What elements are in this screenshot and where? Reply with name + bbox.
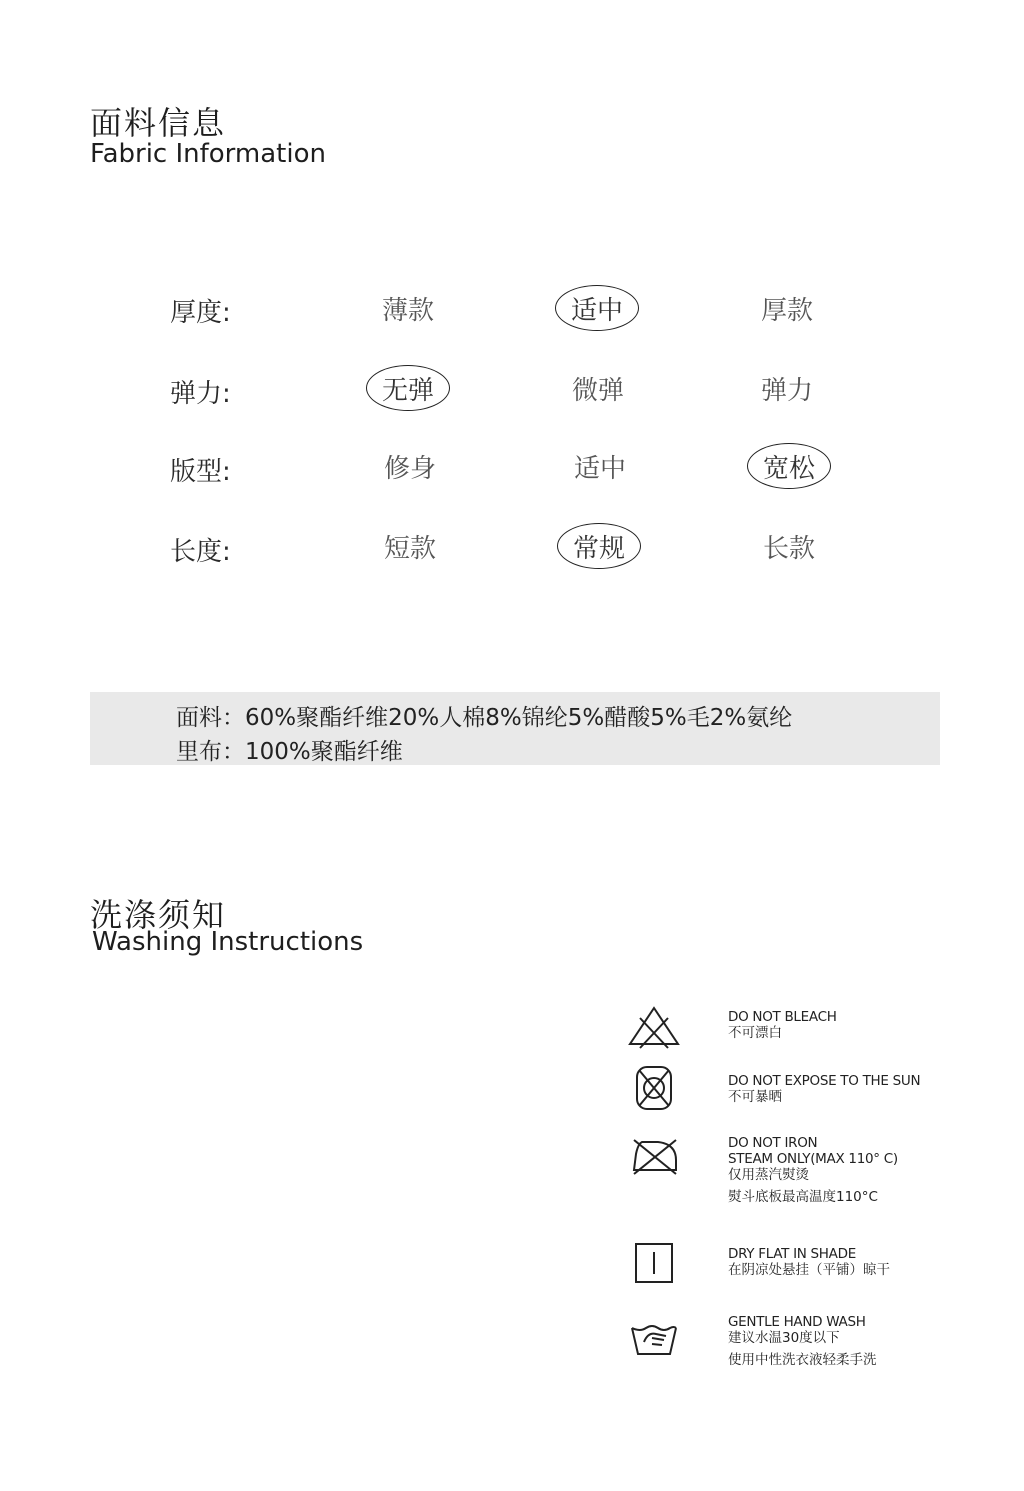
attr-option: 适中 [573, 453, 626, 484]
care-text-no-iron [728, 1135, 898, 1205]
attr-label: 厚度: [170, 298, 231, 328]
no-iron-icon [626, 1130, 682, 1178]
washing-title-cn: 洗涤须知 [90, 896, 227, 934]
care-text-hand-wash [728, 1314, 877, 1368]
care-line: DO NOT BLEACH [728, 1009, 837, 1025]
no-sun-icon [626, 1064, 682, 1112]
care-line: DO NOT EXPOSE TO THE SUN [728, 1073, 921, 1089]
attr-option: 长款 [762, 533, 815, 564]
care-line: 仅用蒸汽熨烫 [728, 1167, 809, 1183]
composition-box [90, 692, 940, 765]
outer-fabric-composition: 面料：60%聚酯纤维20%人棉8%锦纶5%醋酸5%毛2%氨纶 [176, 705, 793, 731]
attr-option: 修身 [383, 453, 436, 484]
care-text-no-sun [728, 1073, 920, 1105]
attr-label: 长度: [170, 537, 231, 567]
care-line: STEAM ONLY(MAX 110° C) [728, 1151, 898, 1167]
attr-option: 厚款 [760, 295, 813, 326]
care-line: DRY FLAT IN SHADE [728, 1246, 856, 1262]
attr-option: 短款 [383, 533, 436, 564]
attr-option: 薄款 [381, 295, 434, 326]
care-line: GENTLE HAND WASH [728, 1314, 866, 1330]
care-line: 使用中性洗衣液轻柔手洗 [728, 1352, 877, 1368]
attr-label: 弹力: [170, 379, 231, 409]
attr-option-selected: 无弹 [366, 365, 450, 411]
attr-option-selected: 适中 [555, 285, 639, 331]
dry-flat-shade-icon [626, 1240, 682, 1288]
lining-composition: 里布：100%聚酯纤维 [176, 739, 403, 765]
care-line: 建议水温30度以下 [728, 1330, 840, 1346]
attr-option: 弹力 [760, 375, 813, 406]
care-line: 熨斗底板最高温度110°C [728, 1189, 878, 1205]
care-line: DO NOT IRON [728, 1135, 818, 1151]
care-text-no-bleach [728, 1009, 837, 1041]
care-line: 不可漂白 [728, 1025, 782, 1041]
fabric-title-cn: 面料信息 [90, 104, 227, 142]
attr-label: 版型: [170, 457, 231, 487]
washing-title-en: Washing Instructions [92, 927, 364, 957]
care-text-dry-flat [728, 1246, 890, 1278]
attr-option-selected: 常规 [557, 523, 641, 569]
care-line: 不可暴晒 [728, 1089, 782, 1105]
attr-option-selected: 宽松 [747, 443, 831, 489]
hand-wash-icon [626, 1312, 682, 1360]
care-line: 在阴凉处悬挂（平铺）晾干 [728, 1262, 890, 1278]
attr-option: 微弹 [571, 375, 624, 406]
no-bleach-icon [626, 1004, 682, 1052]
fabric-title-en: Fabric Information [90, 139, 326, 169]
